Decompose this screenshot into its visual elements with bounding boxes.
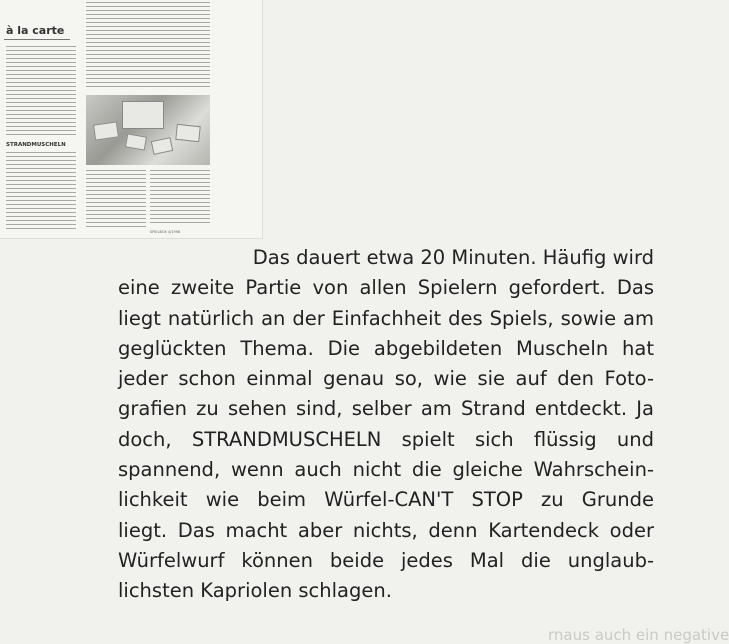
article-line: Würfelwurf können beide jedes Mal die unglaub- bbox=[118, 548, 654, 572]
thumbnail-text-column-2 bbox=[86, 2, 210, 90]
bleed-through-text: rnaus auch ein negative bbox=[548, 626, 729, 644]
page-thumbnail bbox=[0, 0, 263, 239]
article-line: geglückten Thema. Die abgebildeten Muscheln hat bbox=[118, 336, 654, 360]
thumbnail-footer: SPIELBOX 4/1998 bbox=[150, 230, 181, 234]
article-line: eine zweite Partie von allen Spielern gefordert. Das bbox=[118, 276, 654, 300]
article-line: liegt. Das macht aber nichts, denn Kartendeck oder bbox=[118, 518, 654, 542]
game-photo bbox=[86, 95, 210, 165]
article-body bbox=[118, 243, 654, 607]
thumbnail-text-column-3 bbox=[150, 170, 210, 226]
article-line: liegt natürlich an der Einfachheit des Spiels, sowie am bbox=[118, 306, 654, 330]
article-line: lichkeit wie beim Würfel-CAN'T STOP zu Grunde bbox=[118, 488, 654, 512]
photo-card bbox=[175, 124, 201, 142]
photo-card bbox=[122, 101, 164, 129]
photo-card bbox=[151, 137, 173, 155]
article-line: doch, STRANDMUSCHELN spielt sich flüssig und bbox=[118, 427, 654, 451]
heading-rule bbox=[4, 39, 70, 40]
article-line: grafien zu sehen sind, selber am Strand entdeckt. Ja bbox=[118, 397, 654, 421]
article-line: jeder schon einmal genau so, wie sie auf den Foto- bbox=[118, 367, 654, 391]
photo-card bbox=[125, 133, 147, 150]
thumbnail-text-column-1b bbox=[6, 152, 76, 232]
thumbnail-heading: à la carte bbox=[6, 24, 65, 37]
thumbnail-text-column-2b bbox=[86, 170, 146, 228]
photo-card bbox=[93, 121, 119, 140]
thumbnail-text-column-1 bbox=[6, 46, 76, 138]
article-line: Das dauert etwa 20 Minuten. Häufig wird bbox=[252, 246, 654, 269]
article-line: spannend, wenn auch nicht die gleiche Wahrschein- bbox=[118, 458, 654, 482]
article-line: lichsten Kapriolen schlagen. bbox=[118, 579, 392, 603]
thumbnail-subheading: STRANDMUSCHELN bbox=[6, 142, 66, 148]
